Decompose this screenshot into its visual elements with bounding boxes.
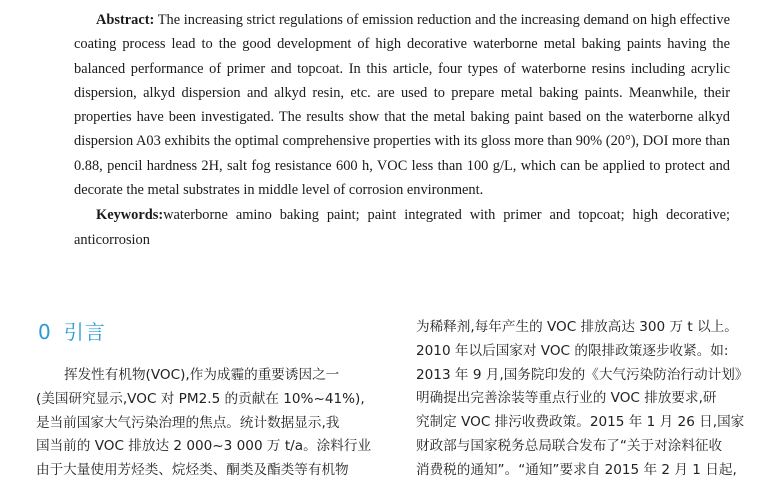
body-line: 是当前国家大气污染治理的焦点。统计数据显示,我	[36, 414, 340, 431]
body-line: 挥发性有机物(VOC),作为成霾的重要诱因之一	[64, 367, 340, 383]
abstract-paragraph	[74, 8, 730, 202]
body-line: 消费税的通知”。“通知”要求自 2015 年 2 月 1 日起,	[416, 461, 737, 478]
keywords-text: waterborne amino baking paint; paint integrated with primer and topcoat; high decorative; anticorrosion	[74, 207, 730, 248]
section-heading	[38, 316, 106, 345]
keywords-paragraph	[74, 203, 730, 252]
body-line: 财政部与国家税务总局联合发布了“关于对涂料征收	[416, 437, 723, 454]
abstract-text: The increasing strict regulations of emission reduction and the increasing demand on high effective coating process lead to the good development of high decorative waterborne metal baking paints having the balanced performance of primer and topcoat. In this article, four types of waterborne resins including acrylic dispersion, alkyd dispersion and alkyd resin, etc. are used to prepare metal baking paints. Meanwhile, their properties have been investigated. The results show that the metal baking paint based on the waterborne alkyd dispersion A03 exhibits the optimal comprehensive properties with its gloss more than 90% (20°), DOI more than 0.88, pencil hardness 2H, salt fog resistance 600 h, VOC less than 100 g/L, which can be applied to protect and decorate the metal substrates in middle level of corrosion environment.	[74, 12, 730, 199]
section-number: 0	[38, 320, 52, 344]
body-line: 国当前的 VOC 排放达 2 000~3 000 万 t/a。涂料行业	[36, 438, 372, 455]
body-line: (美国研究显示,VOC 对 PM2.5 的贡献在 10%~41%),	[36, 390, 365, 407]
body-line: 2013 年 9 月,国务院印发的《大气污染防治行动计划》	[416, 366, 749, 383]
right-column	[416, 316, 766, 483]
body-line: 2010 年以后国家对 VOC 的限排政策逐步收紧。如:	[416, 342, 729, 359]
keywords-label: Keywords:	[96, 207, 164, 224]
left-column	[36, 364, 386, 483]
body-line: 究制定 VOC 排污收费政策。2015 年 1 月 26 日,国家	[416, 414, 745, 431]
body-line: 由于大量使用芳烃类、烷烃类、酮类及酯类等有机物	[36, 462, 349, 479]
section-title: 引言	[63, 320, 106, 344]
abstract-block	[74, 8, 730, 252]
body-line: 为稀释剂,每年产生的 VOC 排放高达 300 万 t 以上。	[416, 319, 738, 335]
abstract-label: Abstract:	[96, 12, 155, 28]
body-line: 明确提出完善涂装等重点行业的 VOC 排放要求,研	[416, 390, 717, 407]
